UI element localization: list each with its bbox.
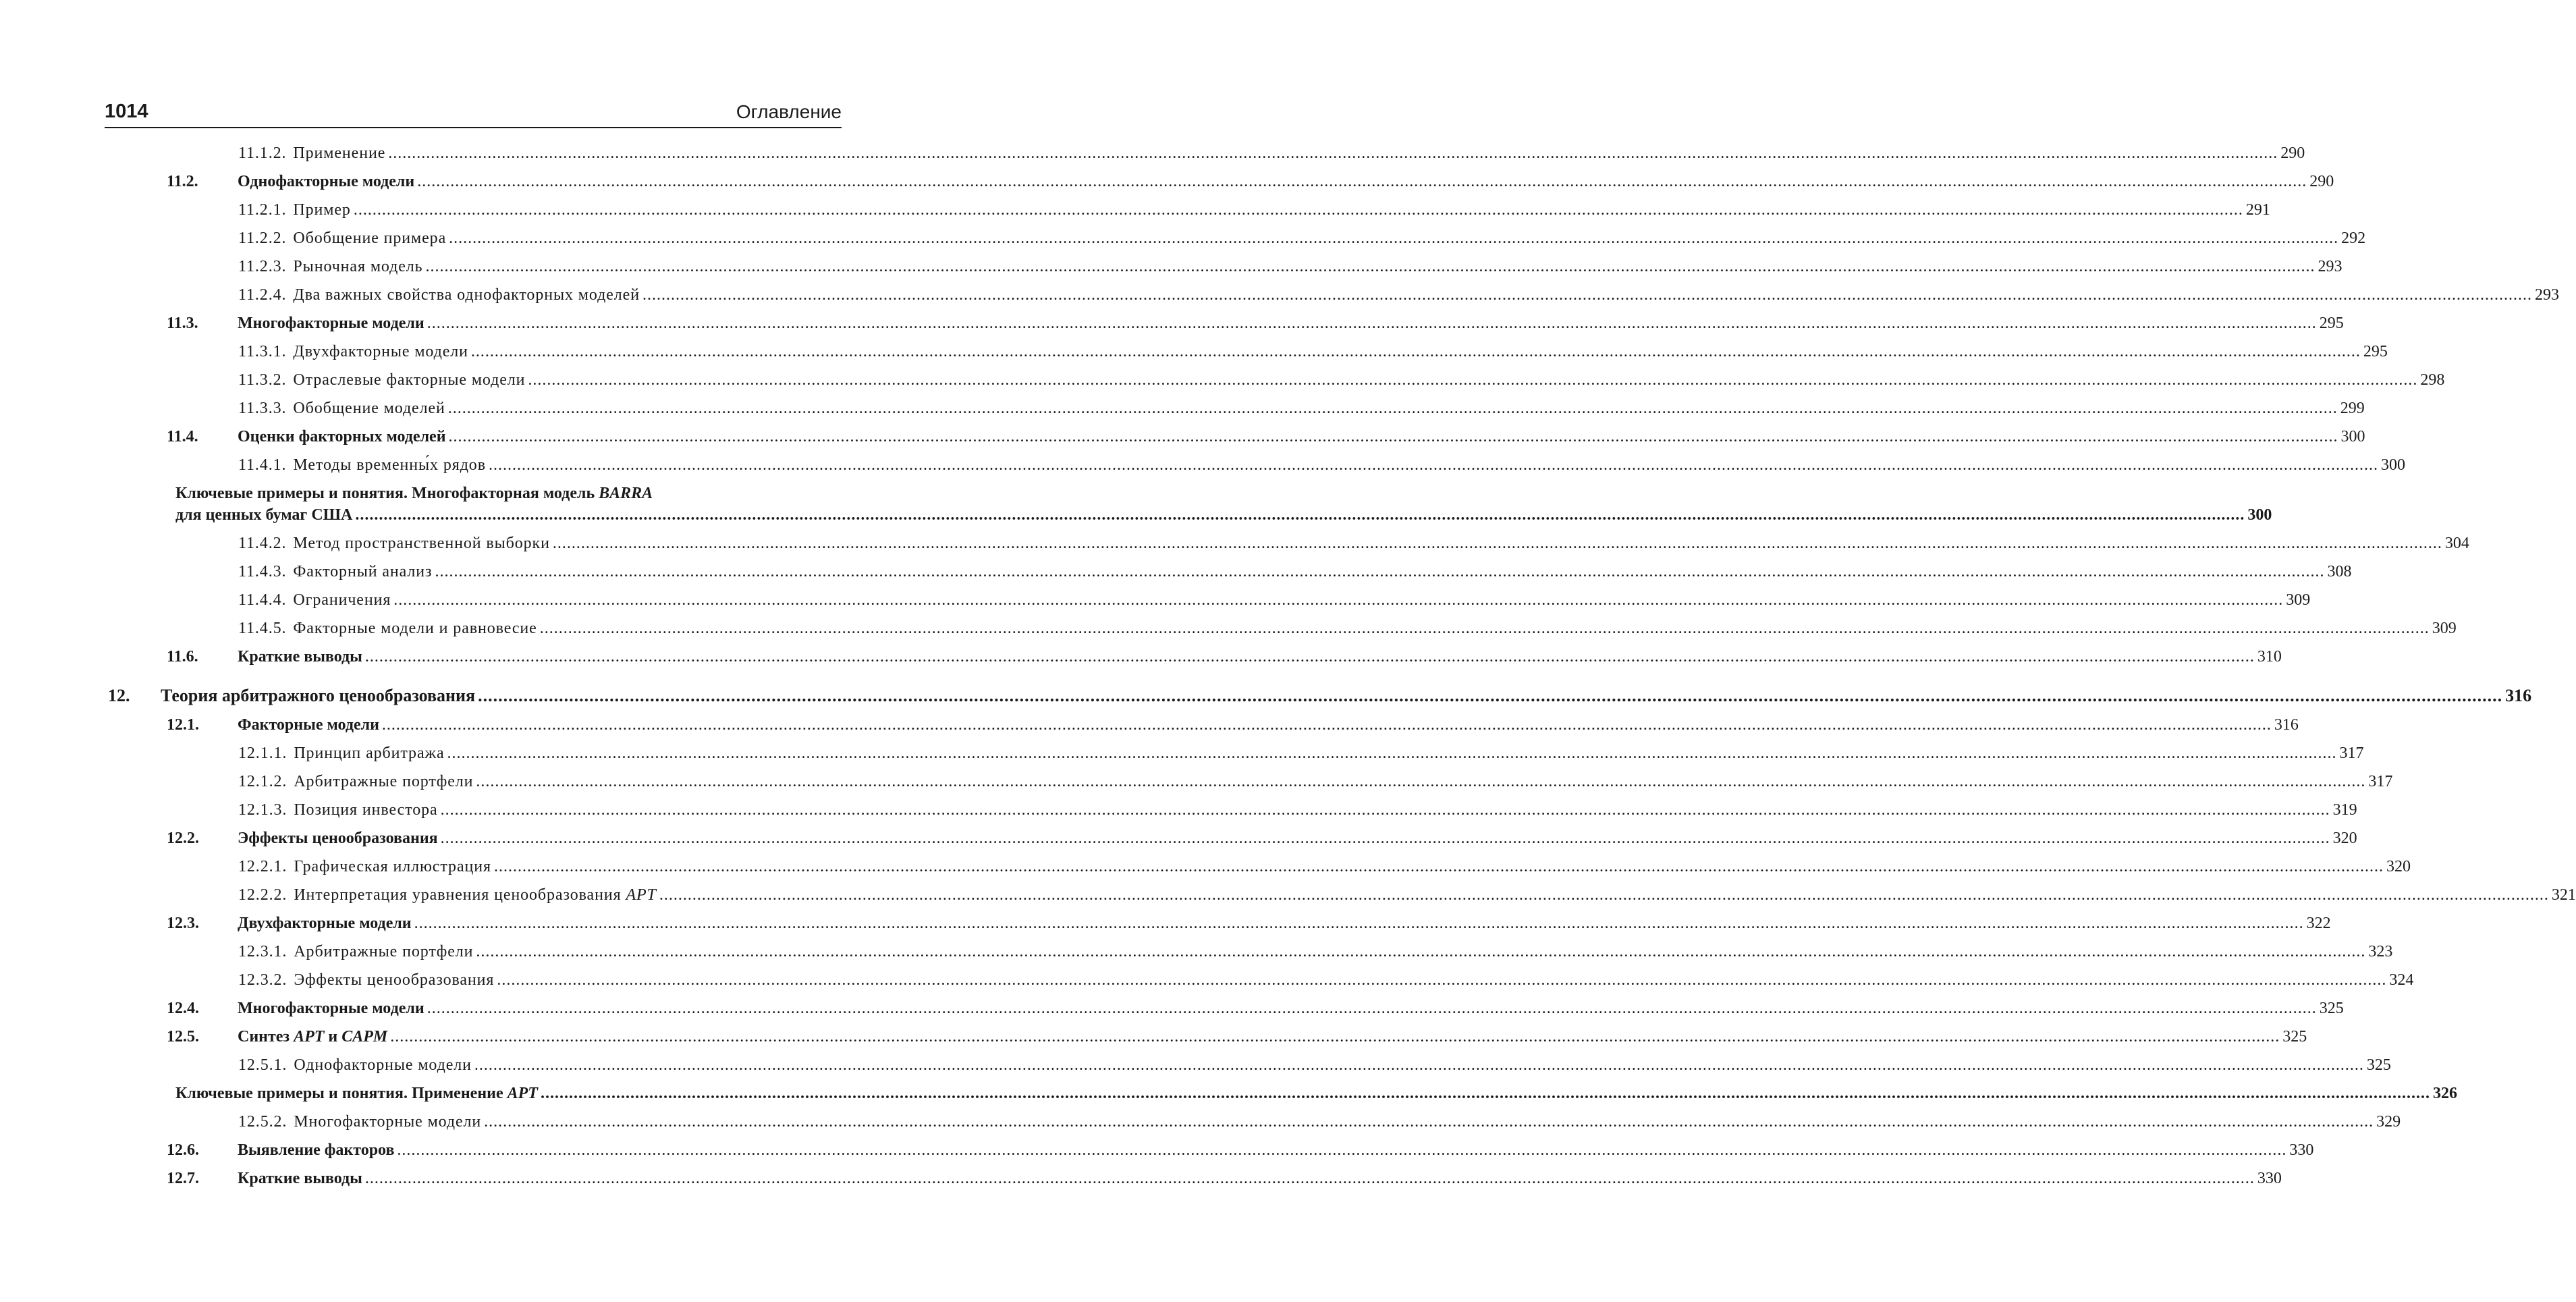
entry-page: 309	[2286, 591, 2311, 609]
entry-number: 12.2.1.	[238, 858, 287, 875]
entry-title	[175, 1083, 538, 1104]
entry-number: 11.6.	[167, 648, 198, 666]
entry-title-text: Многофакторные модели	[238, 315, 424, 332]
entry-title	[293, 455, 486, 475]
entry-page: 320	[2386, 858, 2411, 875]
entry-title-text: Оценки факторных моделей	[238, 428, 446, 445]
entry-title	[294, 857, 491, 877]
toc-entry[interactable]	[238, 562, 2352, 582]
toc-entry[interactable]	[167, 647, 2282, 667]
entry-page: 309	[2432, 620, 2457, 637]
entry-page: 299	[2340, 400, 2365, 417]
entry-title-text: Принцип арбитража	[294, 744, 445, 762]
entry-title-text: Многофакторные модели	[294, 1113, 482, 1131]
entry-title	[293, 228, 446, 248]
dot-leader: ................................................................................................................................................................................................................................................................................................................................................................................................................	[397, 1141, 2287, 1159]
entry-number: 11.2.4.	[238, 286, 287, 304]
entry-title-text: Теория арбитражного ценообразования	[161, 686, 476, 705]
toc-entry[interactable]	[238, 342, 2388, 362]
toc-entry[interactable]	[238, 618, 2457, 639]
entry-title	[238, 828, 438, 848]
entry-title	[294, 970, 494, 990]
page-number: 1014	[105, 101, 148, 122]
toc-entry[interactable]	[238, 285, 2559, 305]
entry-number: 11.4.3.	[238, 563, 287, 580]
dot-leader: ................................................................................................................................................................................................................................................................................................................................................................................................................	[476, 943, 2366, 960]
toc-chapter[interactable]	[108, 686, 2532, 706]
entry-title	[238, 1168, 362, 1189]
entry-number: 11.1.2.	[238, 144, 287, 162]
entry-number: 11.3.2.	[238, 371, 287, 389]
entry-title	[238, 1027, 387, 1047]
toc-entry[interactable]	[238, 143, 2305, 163]
toc-entry[interactable]	[167, 1027, 2307, 1047]
entry-page: 329	[2376, 1113, 2401, 1131]
entry-title-text: Ключевые примеры и понятия. Применение	[175, 1085, 503, 1102]
toc-entry[interactable]	[238, 885, 2576, 905]
dot-leader: ................................................................................................................................................................................................................................................................................................................................................................................................................	[355, 506, 2245, 524]
entry-title-text: Факторные модели и равновесие	[293, 620, 537, 637]
entry-title-italic: APT	[507, 1085, 538, 1102]
entry-page: 317	[2368, 773, 2393, 790]
entry-title-text: Позиция инвестора	[294, 801, 438, 819]
entry-number: 12.4.	[167, 1000, 199, 1017]
toc-entry[interactable]	[238, 1055, 2391, 1075]
entry-title	[238, 715, 379, 735]
entry-title-italic: APT	[294, 1028, 325, 1046]
toc-entry[interactable]	[167, 828, 2357, 848]
toc-entry[interactable]	[238, 256, 2342, 277]
entry-page: 316	[2505, 686, 2532, 705]
dot-leader: ................................................................................................................................................................................................................................................................................................................................................................................................................	[659, 886, 2549, 904]
entry-page: 293	[2318, 258, 2342, 275]
key-concepts-text: Ключевые примеры и понятия. Многофакторная модель	[175, 485, 595, 502]
entry-title	[293, 370, 525, 390]
dot-leader: ................................................................................................................................................................................................................................................................................................................................................................................................................	[478, 686, 2503, 705]
entry-title-text: Применение	[293, 144, 386, 162]
key-concepts-heading[interactable]	[175, 483, 653, 504]
entry-page: 310	[2257, 648, 2282, 666]
entry-title: для ценных бумаг США	[175, 506, 353, 524]
entry-title	[294, 800, 437, 820]
entry-title-text: и	[328, 1028, 338, 1046]
entry-title	[238, 913, 412, 933]
toc-entry[interactable]	[175, 505, 2272, 525]
toc-entry[interactable]	[238, 942, 2393, 962]
entry-title	[294, 743, 444, 763]
toc-entry[interactable]	[167, 913, 2331, 933]
entry-title-text: Однофакторные модели	[294, 1056, 472, 1074]
entry-title	[293, 285, 640, 305]
entry-title-text: Арбитражные портфели	[294, 773, 474, 790]
entry-number: 12.3.2.	[238, 971, 287, 989]
entry-title-text: Двухфакторные модели	[293, 343, 468, 360]
entry-page: 298	[2420, 371, 2445, 389]
entry-title-text: Однофакторные модели	[238, 173, 415, 190]
entry-page: 317	[2339, 744, 2364, 762]
entry-title	[294, 1055, 472, 1075]
dot-leader: ................................................................................................................................................................................................................................................................................................................................................................................................................	[440, 801, 2330, 819]
entry-title-text: Факторные модели	[238, 716, 379, 734]
dot-leader: ................................................................................................................................................................................................................................................................................................................................................................................................................	[427, 1000, 2317, 1017]
entry-title	[294, 771, 473, 792]
entry-title	[293, 533, 549, 553]
entry-title-text: Два важных свойства однофакторных моделей	[293, 286, 640, 304]
entry-title-text: Отраслевые факторные модели	[293, 371, 526, 389]
entry-title	[294, 942, 473, 962]
dot-leader: ................................................................................................................................................................................................................................................................................................................................................................................................................	[474, 1056, 2364, 1074]
entry-title-text: Эффекты ценообразования	[294, 971, 495, 989]
dot-leader: ................................................................................................................................................................................................................................................................................................................................................................................................................	[642, 286, 2532, 304]
entry-number: 12.7.	[167, 1170, 199, 1187]
key-concepts-heading[interactable]	[175, 1083, 2457, 1104]
entry-number: 12.2.2.	[238, 886, 287, 904]
entry-title-text: Методы временны́х рядов	[293, 456, 486, 474]
dot-leader: ................................................................................................................................................................................................................................................................................................................................................................................................................	[539, 620, 2430, 637]
entry-page: 291	[2245, 201, 2270, 219]
entry-page: 320	[2332, 830, 2357, 847]
entry-number: 12.5.2.	[238, 1113, 287, 1131]
toc-entry[interactable]	[238, 590, 2311, 610]
entry-title	[238, 1140, 394, 1160]
dot-leader: ................................................................................................................................................................................................................................................................................................................................................................................................................	[488, 456, 2378, 474]
entry-title	[238, 427, 446, 447]
toc-entry[interactable]	[238, 970, 2414, 990]
entry-page: 324	[2389, 971, 2414, 989]
entry-number: 12.3.1.	[238, 943, 287, 960]
running-title: Оглавление	[736, 101, 842, 122]
entry-page: 325	[2319, 1000, 2344, 1017]
entry-number: 12.3.	[167, 915, 199, 932]
entry-number: 12.1.	[167, 716, 199, 734]
entry-page: 325	[2366, 1056, 2391, 1074]
toc-entry[interactable]	[238, 370, 2445, 390]
entry-title	[238, 171, 414, 192]
toc-entry[interactable]	[238, 771, 2393, 792]
entry-page: 326	[2432, 1085, 2457, 1102]
entry-number: 12.5.	[167, 1028, 199, 1046]
entry-title-text: Ограничения	[293, 591, 391, 609]
key-concepts-italic: BARRA	[599, 485, 653, 502]
dot-leader: ................................................................................................................................................................................................................................................................................................................................................................................................................	[493, 858, 2384, 875]
entry-page: 319	[2332, 801, 2357, 819]
entry-title	[293, 618, 537, 639]
entry-title	[294, 1112, 481, 1132]
dot-leader: ................................................................................................................................................................................................................................................................................................................................................................................................................	[447, 400, 2338, 417]
dot-leader: ................................................................................................................................................................................................................................................................................................................................................................................................................	[497, 971, 2387, 989]
entry-title-italic: CAPM	[341, 1028, 388, 1046]
entry-title	[293, 200, 350, 220]
entry-number: 11.3.3.	[238, 400, 287, 417]
entry-number: 12.1.1.	[238, 744, 287, 762]
entry-title	[238, 998, 424, 1019]
dot-leader: ................................................................................................................................................................................................................................................................................................................................................................................................................	[435, 563, 2325, 580]
entry-number: 11.2.2.	[238, 229, 287, 247]
entry-title-text: Краткие выводы	[238, 648, 362, 666]
entry-page: 322	[2306, 915, 2331, 932]
dot-leader: ................................................................................................................................................................................................................................................................................................................................................................................................................	[540, 1085, 2430, 1102]
dot-leader: ................................................................................................................................................................................................................................................................................................................................................................................................................	[484, 1113, 2374, 1131]
entry-page: 290	[2309, 173, 2334, 190]
entry-number: 11.4.	[167, 428, 198, 445]
dot-leader: ................................................................................................................................................................................................................................................................................................................................................................................................................	[470, 343, 2361, 360]
entry-page: 295	[2319, 315, 2344, 332]
toc-entry[interactable]	[167, 998, 2344, 1019]
entry-title	[293, 398, 445, 418]
entry-title-text: Факторный анализ	[293, 563, 433, 580]
entry-number: 11.3.1.	[238, 343, 287, 360]
entry-title-text: Краткие выводы	[238, 1170, 362, 1187]
entry-title	[293, 590, 391, 610]
entry-title-text: Обобщение примера	[293, 229, 447, 247]
dot-leader: ................................................................................................................................................................................................................................................................................................................................................................................................................	[425, 258, 2315, 275]
entry-number: 11.4.5.	[238, 620, 287, 637]
entry-number: 12.	[108, 686, 130, 705]
dot-leader: ................................................................................................................................................................................................................................................................................................................................................................................................................	[393, 591, 2284, 609]
toc-entry[interactable]	[238, 1112, 2401, 1132]
entry-title-text: Выявление факторов	[238, 1141, 395, 1159]
entry-number: 12.6.	[167, 1141, 199, 1159]
entry-number: 11.4.1.	[238, 456, 287, 474]
entry-title-text: Обобщение моделей	[293, 400, 445, 417]
entry-title-text: Метод пространственной выборки	[293, 535, 550, 552]
entry-title	[293, 256, 422, 277]
entry-title-text: Рыночная модель	[293, 258, 423, 275]
toc-entry[interactable]	[238, 800, 2357, 820]
entry-page: 300	[2340, 428, 2365, 445]
dot-leader: ................................................................................................................................................................................................................................................................................................................................................................................................................	[381, 716, 2272, 734]
entry-number: 11.3.	[167, 315, 198, 332]
entry-title	[161, 686, 475, 706]
toc-entry[interactable]	[238, 857, 2411, 877]
toc-entry[interactable]	[238, 200, 2270, 220]
entry-number: 11.2.	[167, 173, 198, 190]
entry-number: 12.2.	[167, 830, 199, 847]
entry-title-text: Графическая иллюстрация	[294, 858, 491, 875]
entry-title	[293, 143, 385, 163]
toc-entry[interactable]	[238, 455, 2405, 475]
entry-page: 330	[2289, 1141, 2314, 1159]
dot-leader: ................................................................................................................................................................................................................................................................................................................................................................................................................	[414, 915, 2304, 932]
entry-title-text: Арбитражные портфели	[294, 943, 474, 960]
entry-page: 293	[2534, 286, 2559, 304]
entry-page: 323	[2368, 943, 2393, 960]
entry-title-text: Интерпретация уравнения ценообразования	[294, 886, 622, 904]
dot-leader: ................................................................................................................................................................................................................................................................................................................................................................................................................	[364, 648, 2255, 666]
dot-leader: ................................................................................................................................................................................................................................................................................................................................................................................................................	[353, 201, 2243, 219]
entry-page: 325	[2282, 1028, 2307, 1046]
toc-entry[interactable]	[167, 1140, 2314, 1160]
entry-page: 321	[2551, 886, 2576, 904]
toc-entry[interactable]	[238, 533, 2469, 553]
entry-title	[238, 647, 362, 667]
dot-leader: ................................................................................................................................................................................................................................................................................................................................................................................................................	[449, 229, 2339, 247]
dot-leader: ................................................................................................................................................................................................................................................................................................................................................................................................................	[528, 371, 2418, 389]
toc-entry[interactable]	[167, 171, 2334, 192]
dot-leader: ................................................................................................................................................................................................................................................................................................................................................................................................................	[440, 830, 2330, 847]
entry-page: 295	[2363, 343, 2388, 360]
dot-leader: ................................................................................................................................................................................................................................................................................................................................................................................................................	[390, 1028, 2280, 1046]
entry-title-text: Пример	[293, 201, 351, 219]
dot-leader: ................................................................................................................................................................................................................................................................................................................................................................................................................	[417, 173, 2307, 190]
entry-title-text: Двухфакторные модели	[238, 915, 412, 932]
entry-title	[293, 342, 468, 362]
entry-number: 12.1.2.	[238, 773, 287, 790]
entry-page: 304	[2444, 535, 2469, 552]
entry-title	[293, 562, 432, 582]
entry-number: 11.2.1.	[238, 201, 287, 219]
entry-title-italic: APT	[626, 886, 657, 904]
entry-page: 290	[2280, 144, 2305, 162]
dot-leader: ................................................................................................................................................................................................................................................................................................................................................................................................................	[447, 744, 2337, 762]
toc-entry[interactable]	[167, 715, 2299, 735]
entry-number: 12.1.3.	[238, 801, 287, 819]
dot-leader: ................................................................................................................................................................................................................................................................................................................................................................................................................	[364, 1170, 2255, 1187]
dot-leader: ................................................................................................................................................................................................................................................................................................................................................................................................................	[388, 144, 2278, 162]
entry-page: 330	[2257, 1170, 2282, 1187]
entry-page: 308	[2327, 563, 2352, 580]
entry-number: 12.5.1.	[238, 1056, 287, 1074]
toc-entry[interactable]	[167, 313, 2344, 333]
entry-title	[294, 885, 657, 905]
dot-leader: ................................................................................................................................................................................................................................................................................................................................................................................................................	[448, 428, 2338, 445]
entry-page: 300	[2380, 456, 2405, 474]
entry-number: 11.4.4.	[238, 591, 287, 609]
toc-entry[interactable]	[167, 1168, 2282, 1189]
toc-entry[interactable]	[238, 743, 2364, 763]
entry-title-text: Синтез	[238, 1028, 290, 1046]
entry-title-text: Эффекты ценообразования	[238, 830, 438, 847]
dot-leader: ................................................................................................................................................................................................................................................................................................................................................................................................................	[552, 535, 2442, 552]
entry-page: 300	[2247, 506, 2272, 524]
toc-entry[interactable]	[238, 398, 2365, 418]
toc-entry[interactable]	[167, 427, 2365, 447]
toc-entry[interactable]	[238, 228, 2366, 248]
entry-title-text: Многофакторные модели	[238, 1000, 424, 1017]
entry-page: 316	[2274, 716, 2299, 734]
entry-number: 11.2.3.	[238, 258, 287, 275]
dot-leader: ................................................................................................................................................................................................................................................................................................................................................................................................................	[427, 315, 2317, 332]
entry-title	[238, 313, 424, 333]
entry-number: 11.4.2.	[238, 535, 287, 552]
entry-page: 292	[2341, 229, 2366, 247]
dot-leader: ................................................................................................................................................................................................................................................................................................................................................................................................................	[476, 773, 2366, 790]
